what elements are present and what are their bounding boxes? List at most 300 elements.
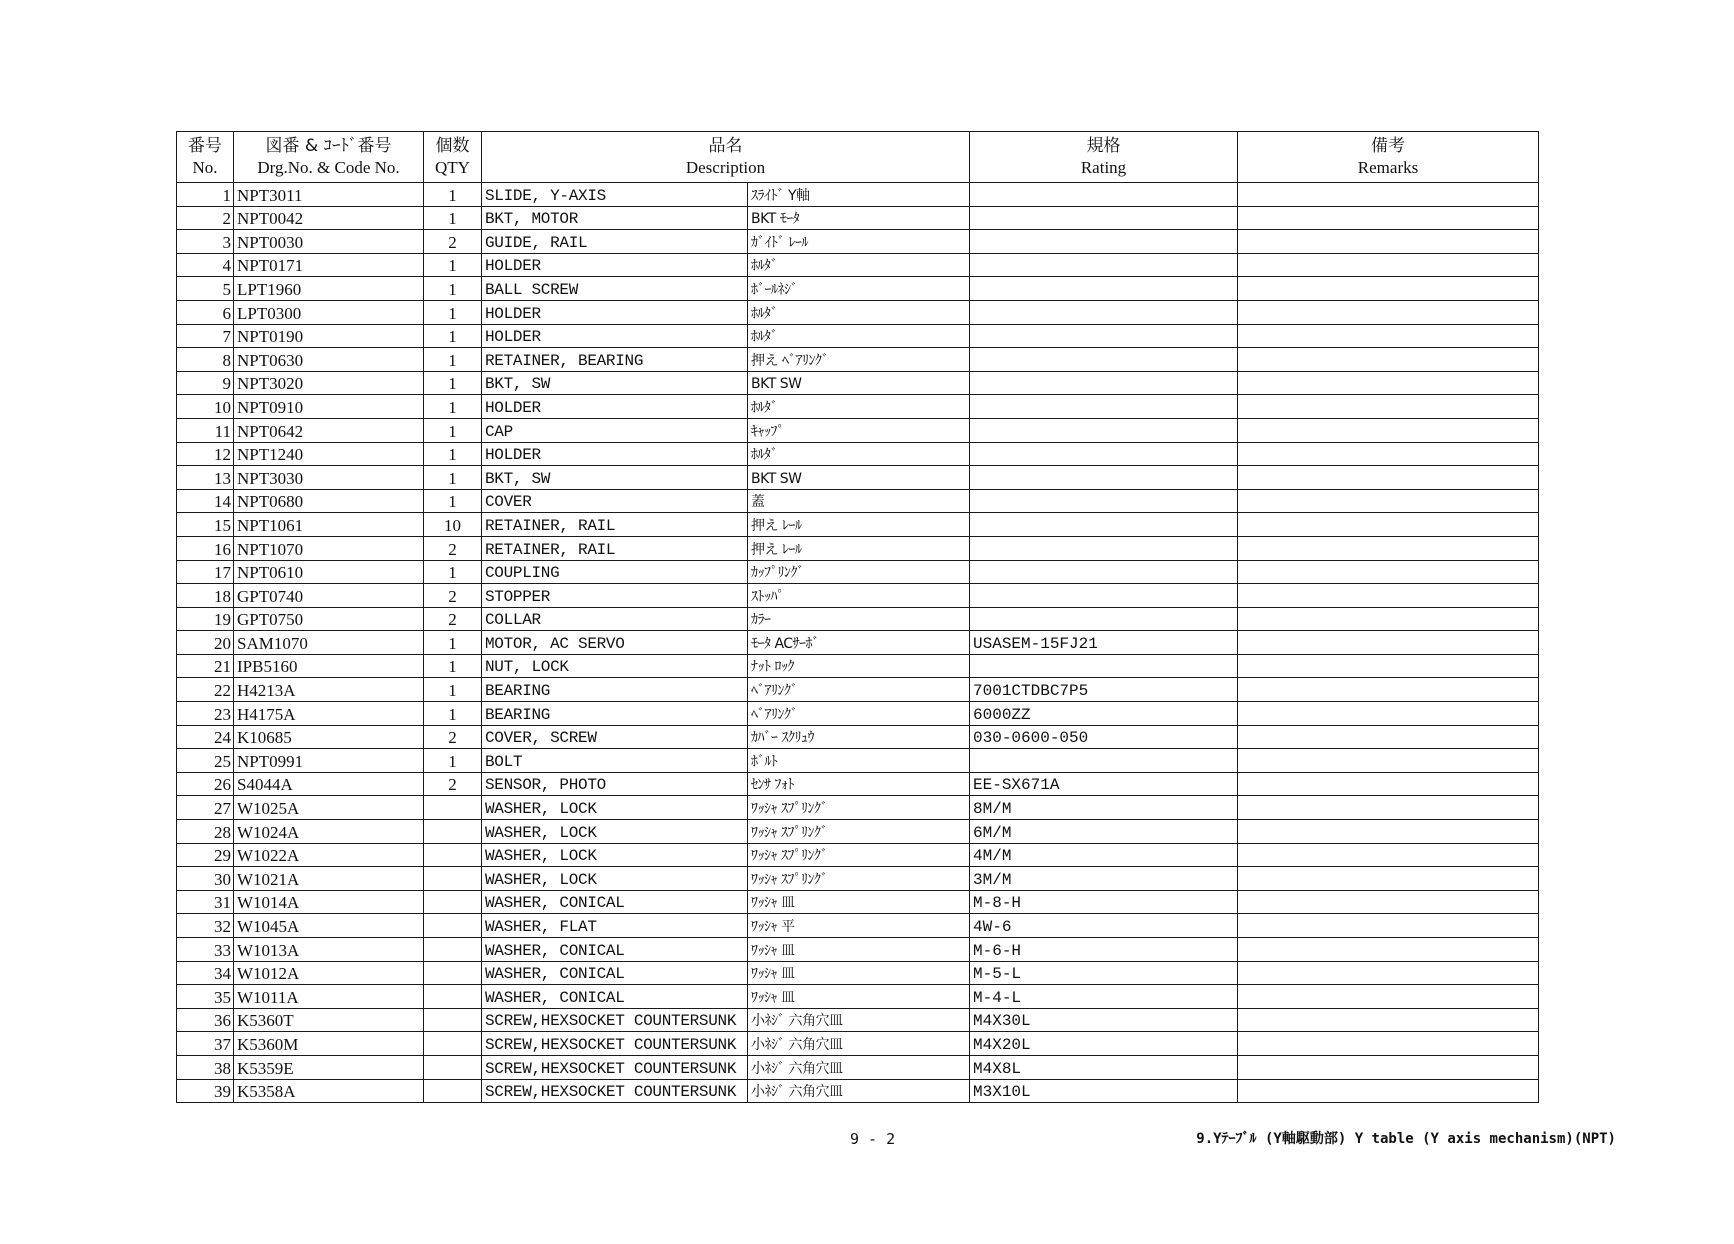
cell-remarks — [1238, 277, 1539, 301]
cell-rating — [970, 489, 1238, 513]
cell-no: 15 — [177, 513, 234, 537]
cell-description-en: WASHER, LOCK — [482, 820, 748, 844]
cell-no: 8 — [177, 348, 234, 372]
table-row — [177, 985, 1539, 1009]
cell-remarks — [1238, 843, 1539, 867]
cell-code: NPT0190 — [234, 324, 424, 348]
cell-qty — [424, 914, 482, 938]
header-remarks — [1238, 132, 1539, 183]
cell-qty: 2 — [424, 772, 482, 796]
header-remarks-ja: 備考 — [1371, 136, 1406, 156]
cell-no: 2 — [177, 206, 234, 230]
cell-rating — [970, 560, 1238, 584]
cell-remarks — [1238, 1032, 1539, 1056]
cell-code: NPT0610 — [234, 560, 424, 584]
cell-code: LPT1960 — [234, 277, 424, 301]
cell-qty — [424, 820, 482, 844]
cell-qty — [424, 985, 482, 1009]
cell-code: LPT0300 — [234, 300, 424, 324]
cell-description-ja: ﾎﾞｰﾙﾈｼﾞ — [748, 277, 970, 301]
cell-code: NPT0642 — [234, 418, 424, 442]
cell-qty: 1 — [424, 654, 482, 678]
cell-description-en: WASHER, FLAT — [482, 914, 748, 938]
cell-description-en: WASHER, CONICAL — [482, 985, 748, 1009]
cell-description-en: RETAINER, BEARING — [482, 348, 748, 372]
cell-code: K5360T — [234, 1008, 424, 1032]
table-row — [177, 938, 1539, 962]
cell-remarks — [1238, 466, 1539, 490]
table-row — [177, 183, 1539, 207]
cell-qty: 1 — [424, 395, 482, 419]
cell-qty: 2 — [424, 230, 482, 254]
cell-rating — [970, 371, 1238, 395]
cell-rating — [970, 300, 1238, 324]
cell-qty — [424, 890, 482, 914]
table-row — [177, 772, 1539, 796]
cell-no: 6 — [177, 300, 234, 324]
cell-rating: EE-SX671A — [970, 772, 1238, 796]
cell-rating: M4X30L — [970, 1008, 1238, 1032]
cell-qty: 1 — [424, 277, 482, 301]
cell-description-ja: ﾎﾙﾀﾞ — [748, 395, 970, 419]
cell-rating — [970, 418, 1238, 442]
table-row — [177, 702, 1539, 726]
cell-rating — [970, 277, 1238, 301]
cell-no: 12 — [177, 442, 234, 466]
cell-description-en: NUT, LOCK — [482, 654, 748, 678]
cell-description-ja: ﾎﾙﾀﾞ — [748, 300, 970, 324]
cell-qty — [424, 796, 482, 820]
table-row — [177, 371, 1539, 395]
cell-description-ja: ｽﾄｯﾊﾟ — [748, 584, 970, 608]
cell-remarks — [1238, 348, 1539, 372]
cell-description-ja: ｶﾊﾞｰ ｽｸﾘｭｳ — [748, 725, 970, 749]
cell-qty — [424, 1055, 482, 1079]
table-row — [177, 607, 1539, 631]
cell-rating: 6000ZZ — [970, 702, 1238, 726]
cell-description-en: WASHER, CONICAL — [482, 938, 748, 962]
cell-rating — [970, 536, 1238, 560]
cell-rating: M-6-H — [970, 938, 1238, 962]
cell-description-ja: ｽﾗｲﾄﾞ Y軸 — [748, 183, 970, 207]
cell-rating — [970, 253, 1238, 277]
header-description — [482, 132, 970, 183]
cell-no: 5 — [177, 277, 234, 301]
cell-remarks — [1238, 985, 1539, 1009]
header-code — [234, 132, 424, 183]
cell-description-ja: ﾍﾞｱﾘﾝｸﾞ — [748, 702, 970, 726]
cell-no: 34 — [177, 961, 234, 985]
table-header — [177, 132, 1539, 183]
table-row — [177, 1079, 1539, 1103]
table-row — [177, 867, 1539, 891]
cell-description-en: WASHER, LOCK — [482, 867, 748, 891]
cell-code: GPT0740 — [234, 584, 424, 608]
cell-no: 32 — [177, 914, 234, 938]
cell-rating — [970, 442, 1238, 466]
cell-description-ja: ﾜｯｼｬ 皿 — [748, 961, 970, 985]
cell-description-ja: ﾜｯｼｬ 皿 — [748, 890, 970, 914]
cell-no: 10 — [177, 395, 234, 419]
cell-description-en: SCREW,HEXSOCKET COUNTERSUNK — [482, 1079, 748, 1103]
table-row — [177, 277, 1539, 301]
table-row — [177, 654, 1539, 678]
cell-description-en: SENSOR, PHOTO — [482, 772, 748, 796]
cell-description-ja: 小ﾈｼﾞ 六角穴皿 — [748, 1032, 970, 1056]
cell-code: K5358A — [234, 1079, 424, 1103]
table-row — [177, 796, 1539, 820]
table-row — [177, 536, 1539, 560]
cell-code: H4213A — [234, 678, 424, 702]
cell-description-en: BKT, SW — [482, 371, 748, 395]
cell-no: 31 — [177, 890, 234, 914]
header-qty-en: QTY — [435, 158, 470, 177]
table-row — [177, 890, 1539, 914]
cell-code: NPT0171 — [234, 253, 424, 277]
header-rating-ja: 規格 — [1086, 136, 1121, 156]
cell-description-ja: ﾎﾞﾙﾄ — [748, 749, 970, 773]
cell-rating — [970, 395, 1238, 419]
cell-no: 39 — [177, 1079, 234, 1103]
cell-qty — [424, 938, 482, 962]
cell-no: 16 — [177, 536, 234, 560]
cell-description-ja: ﾜｯｼｬ 平 — [748, 914, 970, 938]
cell-no: 30 — [177, 867, 234, 891]
cell-qty — [424, 1008, 482, 1032]
table-row — [177, 961, 1539, 985]
table-row — [177, 560, 1539, 584]
cell-qty: 1 — [424, 560, 482, 584]
header-no-en: No. — [192, 158, 218, 177]
cell-no: 24 — [177, 725, 234, 749]
cell-qty: 1 — [424, 631, 482, 655]
table-row — [177, 1008, 1539, 1032]
cell-description-ja: ﾓｰﾀ ACｻｰﾎﾞ — [748, 631, 970, 655]
cell-description-en: RETAINER, RAIL — [482, 513, 748, 537]
table-row — [177, 489, 1539, 513]
cell-description-ja: 小ﾈｼﾞ 六角穴皿 — [748, 1008, 970, 1032]
cell-remarks — [1238, 183, 1539, 207]
cell-remarks — [1238, 631, 1539, 655]
cell-no: 37 — [177, 1032, 234, 1056]
table-row — [177, 914, 1539, 938]
cell-description-en: HOLDER — [482, 300, 748, 324]
cell-no: 4 — [177, 253, 234, 277]
cell-remarks — [1238, 1008, 1539, 1032]
cell-code: K5360M — [234, 1032, 424, 1056]
cell-description-en: RETAINER, RAIL — [482, 536, 748, 560]
cell-description-en: HOLDER — [482, 324, 748, 348]
parts-list — [176, 131, 1538, 1101]
cell-code: K10685 — [234, 725, 424, 749]
cell-remarks — [1238, 749, 1539, 773]
cell-no: 27 — [177, 796, 234, 820]
cell-description-en: WASHER, LOCK — [482, 796, 748, 820]
cell-code: NPT3030 — [234, 466, 424, 490]
cell-description-en: BEARING — [482, 678, 748, 702]
table-row — [177, 820, 1539, 844]
cell-rating — [970, 324, 1238, 348]
cell-description-en: HOLDER — [482, 442, 748, 466]
cell-qty: 1 — [424, 183, 482, 207]
cell-description-en: COVER — [482, 489, 748, 513]
table-row — [177, 678, 1539, 702]
cell-qty: 2 — [424, 584, 482, 608]
cell-code: W1011A — [234, 985, 424, 1009]
cell-code: NPT0680 — [234, 489, 424, 513]
cell-remarks — [1238, 1055, 1539, 1079]
cell-no: 13 — [177, 466, 234, 490]
table-row — [177, 466, 1539, 490]
cell-description-en: WASHER, LOCK — [482, 843, 748, 867]
cell-rating: 4W-6 — [970, 914, 1238, 938]
cell-no: 23 — [177, 702, 234, 726]
cell-remarks — [1238, 584, 1539, 608]
cell-rating — [970, 584, 1238, 608]
cell-qty: 1 — [424, 702, 482, 726]
cell-code: NPT1061 — [234, 513, 424, 537]
cell-qty: 1 — [424, 324, 482, 348]
cell-description-ja: ｶﾞｲﾄﾞ ﾚｰﾙ — [748, 230, 970, 254]
cell-rating — [970, 749, 1238, 773]
cell-code: NPT0630 — [234, 348, 424, 372]
cell-no: 1 — [177, 183, 234, 207]
cell-description-ja: 押え ﾚｰﾙ — [748, 513, 970, 537]
cell-no: 3 — [177, 230, 234, 254]
cell-qty: 1 — [424, 253, 482, 277]
cell-description-en: SCREW,HEXSOCKET COUNTERSUNK — [482, 1008, 748, 1032]
cell-description-ja: 小ﾈｼﾞ 六角穴皿 — [748, 1055, 970, 1079]
cell-description-ja: ﾎﾙﾀﾞ — [748, 324, 970, 348]
cell-description-en: GUIDE, RAIL — [482, 230, 748, 254]
cell-qty: 1 — [424, 348, 482, 372]
cell-no: 38 — [177, 1055, 234, 1079]
cell-remarks — [1238, 253, 1539, 277]
cell-rating — [970, 607, 1238, 631]
cell-qty: 2 — [424, 536, 482, 560]
cell-no: 7 — [177, 324, 234, 348]
cell-code: NPT1240 — [234, 442, 424, 466]
table-row — [177, 418, 1539, 442]
cell-qty: 1 — [424, 489, 482, 513]
cell-rating: M-8-H — [970, 890, 1238, 914]
cell-rating — [970, 206, 1238, 230]
table-row — [177, 300, 1539, 324]
cell-remarks — [1238, 489, 1539, 513]
cell-rating — [970, 183, 1238, 207]
table-row — [177, 631, 1539, 655]
cell-code: IPB5160 — [234, 654, 424, 678]
cell-no: 36 — [177, 1008, 234, 1032]
cell-rating: M-4-L — [970, 985, 1238, 1009]
table-row — [177, 324, 1539, 348]
cell-rating: USASEM-15FJ21 — [970, 631, 1238, 655]
header-remarks-en: Remarks — [1357, 158, 1419, 177]
cell-code: SAM1070 — [234, 631, 424, 655]
cell-description-en: HOLDER — [482, 395, 748, 419]
cell-code: NPT0042 — [234, 206, 424, 230]
cell-rating: 030-0600-050 — [970, 725, 1238, 749]
cell-rating: M-5-L — [970, 961, 1238, 985]
table-row — [177, 843, 1539, 867]
cell-code: NPT3020 — [234, 371, 424, 395]
cell-remarks — [1238, 914, 1539, 938]
cell-code: W1012A — [234, 961, 424, 985]
header-rating-en: Rating — [1080, 158, 1127, 177]
header-qty — [424, 132, 482, 183]
cell-no: 20 — [177, 631, 234, 655]
cell-code: W1021A — [234, 867, 424, 891]
cell-description-en: COUPLING — [482, 560, 748, 584]
header-rating — [970, 132, 1238, 183]
cell-code: NPT1070 — [234, 536, 424, 560]
section-title: 9.Yﾃｰﾌﾞﾙ (Y軸駆動部) Y table (Y axis mechanism)(NPT) — [1196, 1131, 1616, 1147]
cell-description-en: SLIDE, Y-AXIS — [482, 183, 748, 207]
cell-no: 29 — [177, 843, 234, 867]
cell-qty — [424, 843, 482, 867]
cell-description-en: WASHER, CONICAL — [482, 961, 748, 985]
cell-rating: 3M/M — [970, 867, 1238, 891]
table-row — [177, 206, 1539, 230]
parts-table — [176, 131, 1539, 1103]
cell-qty — [424, 1079, 482, 1103]
cell-code: NPT3011 — [234, 183, 424, 207]
cell-qty: 1 — [424, 442, 482, 466]
cell-remarks — [1238, 560, 1539, 584]
cell-description-ja: 小ﾈｼﾞ 六角穴皿 — [748, 1079, 970, 1103]
table-row — [177, 725, 1539, 749]
cell-rating — [970, 466, 1238, 490]
table-row — [177, 230, 1539, 254]
cell-description-ja: ﾅｯﾄ ﾛｯｸ — [748, 654, 970, 678]
cell-rating: 7001CTDBC7P5 — [970, 678, 1238, 702]
cell-description-en: BKT, MOTOR — [482, 206, 748, 230]
cell-remarks — [1238, 867, 1539, 891]
header-code-en: Drg.No. & Code No. — [257, 158, 400, 177]
page-number: 9 - 2 — [850, 1130, 896, 1148]
cell-description-ja: ﾎﾙﾀﾞ — [748, 442, 970, 466]
cell-description-ja: 押え ﾍﾞｱﾘﾝｸﾞ — [748, 348, 970, 372]
table-row — [177, 348, 1539, 372]
cell-description-en: STOPPER — [482, 584, 748, 608]
cell-no: 21 — [177, 654, 234, 678]
cell-qty: 2 — [424, 725, 482, 749]
cell-no: 33 — [177, 938, 234, 962]
table-row — [177, 1055, 1539, 1079]
cell-description-ja: ﾜｯｼｬ ｽﾌﾟﾘﾝｸﾞ — [748, 867, 970, 891]
cell-remarks — [1238, 371, 1539, 395]
cell-no: 28 — [177, 820, 234, 844]
cell-code: H4175A — [234, 702, 424, 726]
cell-remarks — [1238, 678, 1539, 702]
cell-description-en: HOLDER — [482, 253, 748, 277]
cell-remarks — [1238, 890, 1539, 914]
cell-description-en: COLLAR — [482, 607, 748, 631]
cell-qty: 2 — [424, 607, 482, 631]
cell-qty — [424, 1032, 482, 1056]
cell-remarks — [1238, 820, 1539, 844]
cell-remarks — [1238, 607, 1539, 631]
cell-no: 19 — [177, 607, 234, 631]
cell-description-ja: ﾜｯｼｬ ｽﾌﾟﾘﾝｸﾞ — [748, 820, 970, 844]
cell-description-ja: ｷｬｯﾌﾟ — [748, 418, 970, 442]
cell-remarks — [1238, 654, 1539, 678]
cell-qty: 1 — [424, 749, 482, 773]
cell-remarks — [1238, 772, 1539, 796]
cell-rating — [970, 348, 1238, 372]
cell-description-ja: 蓋 — [748, 489, 970, 513]
table-body — [177, 183, 1539, 1103]
cell-description-ja: ﾜｯｼｬ 皿 — [748, 938, 970, 962]
cell-code: NPT0030 — [234, 230, 424, 254]
cell-remarks — [1238, 1079, 1539, 1103]
cell-description-ja: ｶﾗｰ — [748, 607, 970, 631]
cell-qty: 1 — [424, 418, 482, 442]
cell-no: 26 — [177, 772, 234, 796]
cell-qty: 1 — [424, 466, 482, 490]
cell-qty: 1 — [424, 371, 482, 395]
cell-description-ja: ﾜｯｼｬ ｽﾌﾟﾘﾝｸﾞ — [748, 843, 970, 867]
cell-remarks — [1238, 702, 1539, 726]
header-no — [177, 132, 234, 183]
cell-qty: 1 — [424, 678, 482, 702]
cell-remarks — [1238, 442, 1539, 466]
cell-no: 9 — [177, 371, 234, 395]
cell-code: W1045A — [234, 914, 424, 938]
cell-code: W1022A — [234, 843, 424, 867]
header-description-en: Description — [685, 158, 766, 177]
cell-remarks — [1238, 230, 1539, 254]
cell-description-ja: ﾜｯｼｬ ｽﾌﾟﾘﾝｸﾞ — [748, 796, 970, 820]
cell-description-en: BOLT — [482, 749, 748, 773]
cell-description-ja: BKT SW — [748, 466, 970, 490]
cell-code: W1025A — [234, 796, 424, 820]
cell-remarks — [1238, 324, 1539, 348]
cell-remarks — [1238, 418, 1539, 442]
cell-remarks — [1238, 725, 1539, 749]
cell-no: 25 — [177, 749, 234, 773]
cell-no: 18 — [177, 584, 234, 608]
table-row — [177, 749, 1539, 773]
cell-remarks — [1238, 796, 1539, 820]
cell-description-en: COVER, SCREW — [482, 725, 748, 749]
cell-no: 14 — [177, 489, 234, 513]
cell-rating — [970, 513, 1238, 537]
cell-rating: M4X20L — [970, 1032, 1238, 1056]
table-row — [177, 253, 1539, 277]
cell-qty — [424, 867, 482, 891]
cell-remarks — [1238, 206, 1539, 230]
cell-no: 17 — [177, 560, 234, 584]
cell-description-ja: ﾍﾞｱﾘﾝｸﾞ — [748, 678, 970, 702]
cell-code: W1014A — [234, 890, 424, 914]
cell-description-en: SCREW,HEXSOCKET COUNTERSUNK — [482, 1055, 748, 1079]
cell-description-en: BKT, SW — [482, 466, 748, 490]
cell-code: GPT0750 — [234, 607, 424, 631]
cell-rating — [970, 654, 1238, 678]
cell-remarks — [1238, 513, 1539, 537]
cell-description-en: SCREW,HEXSOCKET COUNTERSUNK — [482, 1032, 748, 1056]
cell-code: NPT0991 — [234, 749, 424, 773]
cell-description-en: MOTOR, AC SERVO — [482, 631, 748, 655]
header-qty-ja: 個数 — [435, 136, 470, 156]
cell-description-en: BEARING — [482, 702, 748, 726]
cell-rating: M3X10L — [970, 1079, 1238, 1103]
table-row — [177, 584, 1539, 608]
header-description-ja: 品名 — [708, 136, 743, 156]
table-row — [177, 442, 1539, 466]
cell-remarks — [1238, 938, 1539, 962]
